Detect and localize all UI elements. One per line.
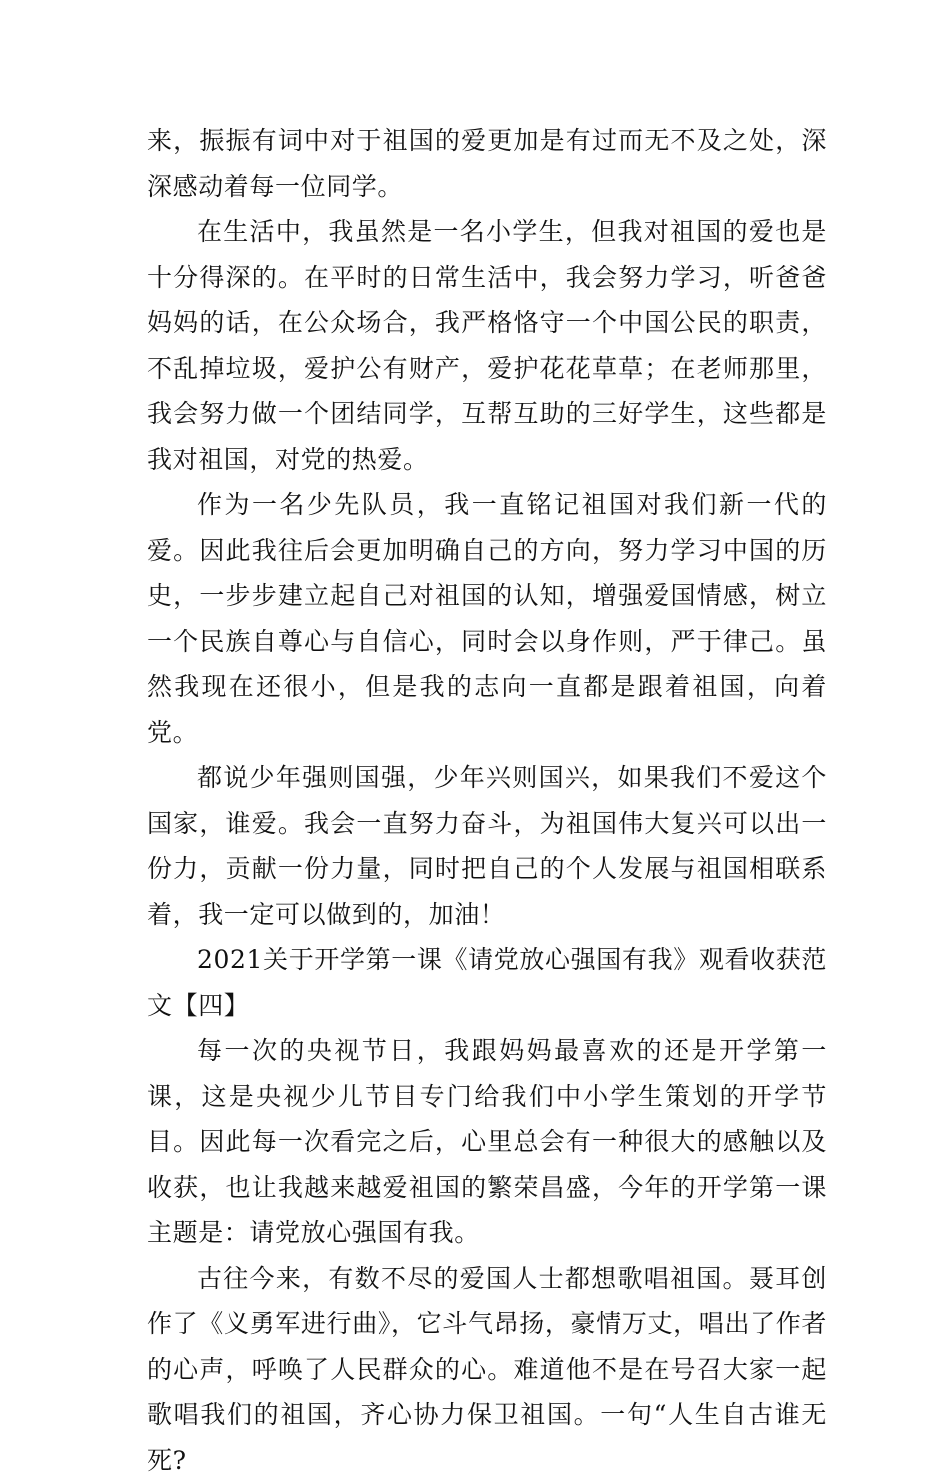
section-heading-4: 2021关于开学第一课《请党放心强国有我》观看收获范文【四】 [147,937,827,1028]
paragraph-2: 在生活中，我虽然是一名小学生，但我对祖国的爱也是十分得深的。在平时的日常生活中，我会努力学习，听爸爸妈妈的话，在公众场合，我严格恪守一个中国公民的职责，不乱掉垃圾，爱护公有财产，爱护花花草草；在老师那里，我会努力做一个团结同学，互帮互助的三好学生，这些都是我对祖国，对党的热爱。 [147,209,827,482]
paragraph-3: 作为一名少先队员，我一直铭记祖国对我们新一代的爱。因此我往后会更加明确自己的方向，努力学习中国的历史，一步步建立起自己对祖国的认知，增强爱国情感，树立一个民族自尊心与自信心，同时会以身作则，严于律己。虽然我现在还很小，但是我的志向一直都是跟着祖国，向着党。 [147,482,827,755]
paragraph-1: 来，振振有词中对于祖国的爱更加是有过而无不及之处，深深感动着每一位同学。 [147,118,827,209]
paragraph-6: 古往今来，有数不尽的爱国人士都想歌唱祖国。聂耳创作了《义勇军进行曲》，它斗气昂扬，豪情万丈，唱出了作者的心声，呼唤了人民群众的心。难道他不是在号召大家一起歌唱我们的祖国，齐心协力保卫祖国。一句“人生自古谁无死? [147,1256,827,1483]
paragraph-5: 每一次的央视节日，我跟妈妈最喜欢的还是开学第一课，这是央视少儿节目专门给我们中小学生策划的开学节目。因此每一次看完之后，心里总会有一种很大的感触以及收获，也让我越来越爱祖国的繁荣昌盛，今年的开学第一课主题是：请党放心强国有我。 [147,1028,827,1256]
paragraph-4: 都说少年强则国强，少年兴则国兴，如果我们不爱这个国家，谁爱。我会一直努力奋斗，为祖国伟大复兴可以出一份力，贡献一份力量，同时把自己的个人发展与祖国相联系着，我一定可以做到的，加油！ [147,755,827,937]
document-body [147,118,827,1483]
